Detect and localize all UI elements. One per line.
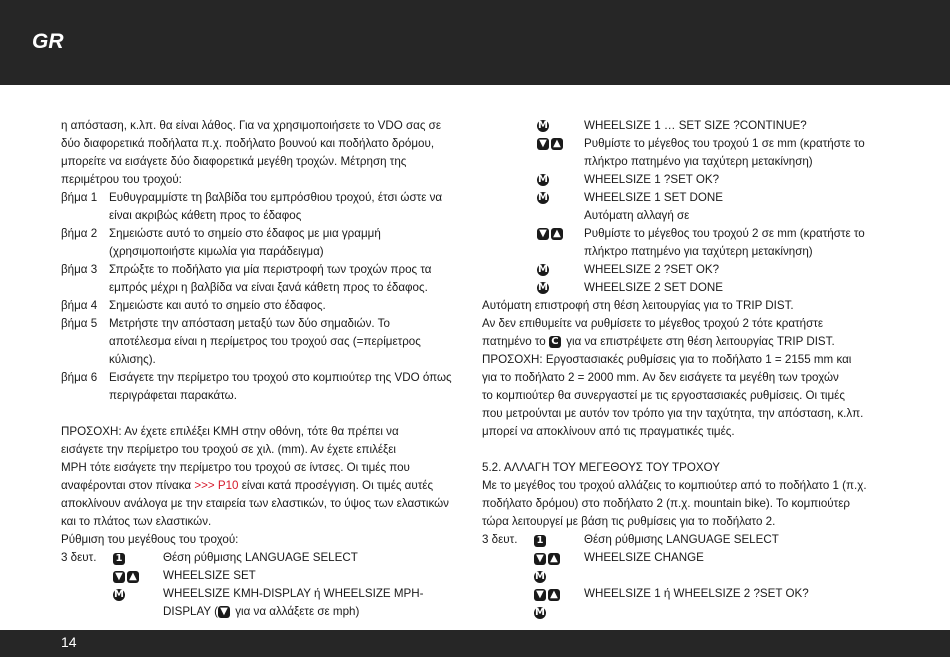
page-number: 14 bbox=[61, 634, 77, 650]
step-label: βήμα 5 bbox=[61, 317, 98, 330]
language-label: GR bbox=[32, 30, 64, 53]
down-arrow-icon: ▼ bbox=[534, 589, 546, 601]
key-text: πλήκτρο πατημένο για ταχύτερη μετακίνηση) bbox=[584, 245, 813, 258]
para-text: για να επιστρέψετε στη θέση λειτουργίας TRIP DIST. bbox=[562, 335, 835, 348]
key-row bbox=[482, 189, 892, 225]
note-line: αποκλίνουν ανάλογα με την εταιρεία των ελαστικών, το ύψος των ελαστικών bbox=[61, 497, 449, 510]
step-label: βήμα 1 bbox=[61, 191, 98, 204]
note-text: αναφέρονται στον πίνακα bbox=[61, 479, 195, 492]
step-text: Σημειώστε και αυτό το σημείο στο έδαφος. bbox=[109, 299, 326, 312]
step-1 bbox=[61, 189, 461, 225]
key-text: Ρυθμίστε το μέγεθος του τροχού 2 σε mm (κρατήστε το bbox=[584, 227, 865, 240]
mode-button-icon: M bbox=[538, 173, 548, 185]
para-line: Αυτόματη επιστροφή στη θέση λειτουργίας για το TRIP DIST. bbox=[482, 299, 794, 312]
key-row bbox=[482, 117, 892, 135]
up-arrow-icon: ▲ bbox=[551, 228, 563, 240]
note-line: εισάγετε την περίμετρο του τροχού σε χιλ. (mm). Αν έχετε επιλέξει bbox=[61, 443, 396, 456]
para-line: Αν δεν επιθυμείτε να ρυθμίσετε το μέγεθος τροχού 2 τότε κρατήστε bbox=[482, 317, 823, 330]
down-arrow-icon: ▼ bbox=[537, 228, 549, 240]
setup-duration: 3 δευτ. bbox=[61, 551, 97, 564]
down-arrow-icon: ▼ bbox=[113, 571, 125, 583]
step-text: Ευθυγραμμίστε τη βαλβίδα του εμπρόσθιου τροχού, έτσι ώστε να bbox=[109, 191, 443, 204]
para-line bbox=[482, 333, 892, 351]
page-footer bbox=[0, 630, 950, 657]
step-label: βήμα 3 bbox=[61, 263, 98, 276]
para-line: ποδήλατο δρόμου) στο ποδήλατο 2 (π.χ. mountain bike). Το κομπιούτερ bbox=[482, 497, 850, 510]
step-5 bbox=[61, 315, 461, 369]
setup-duration: 3 δευτ. bbox=[482, 533, 518, 546]
step-label: βήμα 4 bbox=[61, 299, 98, 312]
step-text: Μετρήστε την απόσταση μεταξύ των δύο σημαδιών. Το bbox=[109, 317, 390, 330]
note-line: και το πλάτος των ελαστικών. bbox=[61, 515, 212, 528]
down-arrow-icon: ▼ bbox=[537, 138, 549, 150]
step-4 bbox=[61, 297, 461, 315]
page-reference-link[interactable]: >>> P10 bbox=[194, 479, 239, 492]
setup-text: WHEELSIZE KMH-DISPLAY ή WHEELSIZE MPH- bbox=[163, 587, 424, 600]
setup-row bbox=[61, 567, 461, 585]
note-line: ΠΡΟΣΟΧΗ: Αν έχετε επιλέξει ΚΜΗ στην οθόνη, τότε θα πρέπει να bbox=[61, 425, 399, 438]
button-1-icon: 1 bbox=[113, 553, 125, 565]
key-text: WHEELSIZE 1 ?SET OK? bbox=[584, 173, 720, 186]
up-arrow-icon: ▲ bbox=[127, 571, 139, 583]
mode-button-icon: M bbox=[114, 588, 124, 600]
key-text: Ρυθμίστε το μέγεθος του τροχού 1 σε mm (κρατήστε το bbox=[584, 137, 865, 150]
clear-button-icon: C bbox=[549, 336, 561, 348]
down-arrow-icon: ▼ bbox=[218, 606, 230, 618]
setup-text: DISPLAY ( bbox=[163, 605, 218, 618]
right-column bbox=[482, 117, 892, 621]
down-arrow-icon: ▼ bbox=[534, 553, 546, 565]
para-line: μπορεί να αποκλίνουν από τις πραγματικές τιμές. bbox=[482, 425, 735, 438]
para-line: για το ποδήλατο 2 = 2000 mm. Αν δεν εισάγετε τα μεγέθη των τροχών bbox=[482, 371, 839, 384]
intro-line: δύο διαφορετικά ποδήλατα π.χ. ποδήλατο βουνού και ποδήλατο δρόμου, bbox=[61, 137, 435, 150]
setup-text: για να αλλάξετε σε mph) bbox=[232, 605, 360, 618]
key-text: Αυτόματη αλλαγή σε bbox=[584, 209, 690, 222]
step-3 bbox=[61, 261, 461, 297]
key-row bbox=[482, 279, 892, 297]
setup-row bbox=[61, 585, 461, 621]
key-row bbox=[482, 135, 892, 171]
setup-text: Θέση ρύθμισης LANGUAGE SELECT bbox=[163, 551, 358, 564]
key-text: πλήκτρο πατημένο για ταχύτερη μετακίνηση) bbox=[584, 155, 813, 168]
step-6 bbox=[61, 369, 461, 405]
up-arrow-icon: ▲ bbox=[548, 553, 560, 565]
setup-text: WHEELSIZE 1 ή WHEELSIZE 2 ?SET OK? bbox=[584, 587, 809, 600]
mode-button-icon: M bbox=[538, 191, 548, 203]
step-text: αποτέλεσμα είναι η περίμετρος του τροχού σας (=περίμετρος bbox=[109, 335, 421, 348]
setup-row bbox=[482, 603, 892, 621]
key-text: WHEELSIZE 1 SET DONE bbox=[584, 191, 723, 204]
mode-button-icon: M bbox=[535, 570, 545, 582]
setup-row bbox=[482, 567, 892, 585]
para-line: ΠΡΟΣΟΧΗ: Εργοστασιακές ρυθμίσεις για το ποδήλατο 1 = 2155 mm και bbox=[482, 353, 852, 366]
para-line: Με το μεγέθος του τροχού αλλάζεις το κομπιούτερ από το ποδήλατο 1 (π.χ. bbox=[482, 479, 867, 492]
left-column bbox=[61, 117, 461, 621]
step-label: βήμα 2 bbox=[61, 227, 98, 240]
step-2 bbox=[61, 225, 461, 261]
step-text: Σημειώστε αυτό το σημείο στο έδαφος με μια γραμμή bbox=[109, 227, 381, 240]
mode-button-icon: M bbox=[535, 606, 545, 618]
mode-button-icon: M bbox=[538, 119, 548, 131]
note-text: είναι κατά προσέγγιση. Οι τιμές αυτές bbox=[238, 479, 434, 492]
para-line: τώρα λειτουργεί με βάση τις ρυθμίσεις για το ποδήλατο 2. bbox=[482, 515, 776, 528]
up-arrow-icon: ▲ bbox=[548, 589, 560, 601]
key-row bbox=[482, 171, 892, 189]
key-row bbox=[482, 261, 892, 279]
key-text: WHEELSIZE 2 ?SET OK? bbox=[584, 263, 720, 276]
step-text: (χρησιμοποιήστε κιμωλία για παράδειγμα) bbox=[109, 245, 324, 258]
up-arrow-icon: ▲ bbox=[551, 138, 563, 150]
setup-text: WHEELSIZE SET bbox=[163, 569, 256, 582]
key-row bbox=[482, 225, 892, 261]
page-header bbox=[0, 0, 950, 85]
intro-line: μπορείτε να εισάγετε δύο διαφορετικά μεγέθη τροχών. Μέτρηση της bbox=[61, 155, 407, 168]
intro-line: η απόσταση, κ.λπ. θα είναι λάθος. Για να χρησιμοποιήσετε το VDO σας σε bbox=[61, 119, 442, 132]
step-text: κύλισης). bbox=[109, 353, 156, 366]
setup-row bbox=[482, 585, 892, 603]
setup-text: Θέση ρύθμισης LANGUAGE SELECT bbox=[584, 533, 779, 546]
setup-row bbox=[61, 549, 461, 567]
step-label: βήμα 6 bbox=[61, 371, 98, 384]
setup-heading: Ρύθμιση του μεγέθους του τροχού: bbox=[61, 533, 239, 546]
key-text: WHEELSIZE 1 … SET SIZE ?CONTINUE? bbox=[584, 119, 807, 132]
note-line: ΜΡΗ τότε εισάγετε την περίμετρο του τροχού σε ίντσες. Οι τιμές που bbox=[61, 461, 410, 474]
step-text: είναι ακριβώς κάθετη προς το έδαφος bbox=[109, 209, 302, 222]
setup-row bbox=[482, 549, 892, 567]
step-text: Σπρώξτε το ποδήλατο για μία περιστροφή των τροχών προς τα bbox=[109, 263, 432, 276]
setup-row bbox=[482, 531, 892, 549]
para-line: το κομπιούτερ θα συνεργαστεί με τις εργοστασιακές ρυθμίσεις. Οι τιμές bbox=[482, 389, 845, 402]
setup-text: WHEELSIZE CHANGE bbox=[584, 551, 704, 564]
step-text: εμπρός μέχρι η βαλβίδα να είναι ξανά κάθετη προς το έδαφος. bbox=[109, 281, 428, 294]
step-text: περιγράφεται παρακάτω. bbox=[109, 389, 237, 402]
para-line: που μετρούνται με αυτόν τον τρόπο για την ταχύτητα, την απόσταση, κ.λπ. bbox=[482, 407, 864, 420]
mode-button-icon: M bbox=[538, 281, 548, 293]
step-text: Εισάγετε την περίμετρο του τροχού στο κομπιούτερ της VDO όπως bbox=[109, 371, 452, 384]
key-text: WHEELSIZE 2 SET DONE bbox=[584, 281, 723, 294]
intro-line: περιμέτρου του τροχού: bbox=[61, 173, 182, 186]
button-1-icon: 1 bbox=[534, 535, 546, 547]
para-text: πατημένο το bbox=[482, 335, 549, 348]
note-line bbox=[61, 477, 461, 495]
section-title: 5.2. ΑΛΛΑΓΗ ΤΟΥ ΜΕΓΕΘΟΥΣ ΤΟΥ ΤΡΟΧΟΥ bbox=[482, 461, 720, 474]
mode-button-icon: M bbox=[538, 263, 548, 275]
